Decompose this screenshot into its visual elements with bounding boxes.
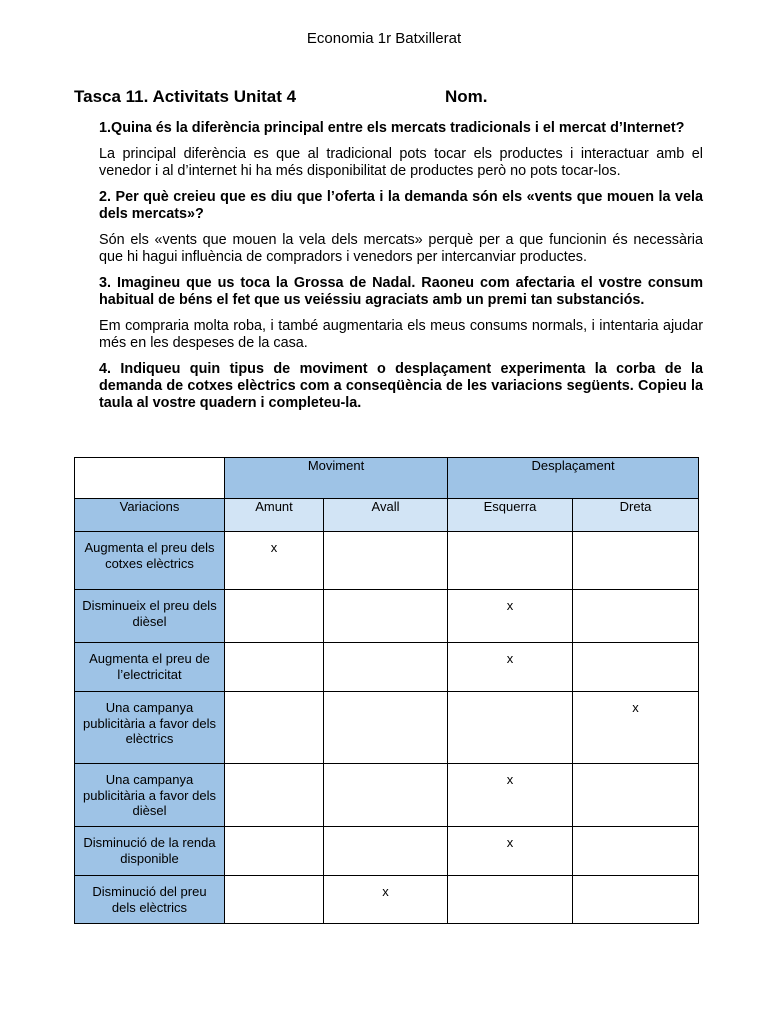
table-cell — [225, 590, 324, 643]
row-label: Disminució de la renda disponible — [75, 827, 225, 876]
row-label: Una campanya publicitària a favor dels dièsel — [75, 764, 225, 827]
name-label: Nom. — [445, 87, 488, 106]
sub-header-avall: Avall — [324, 499, 448, 532]
table-corner-cell — [75, 458, 225, 499]
sub-header-esquerra: Esquerra — [448, 499, 573, 532]
table-cell: x — [448, 643, 573, 692]
table-cell — [324, 643, 448, 692]
table-group-header-row — [75, 458, 699, 499]
table-row — [75, 643, 699, 692]
table-cell — [448, 692, 573, 764]
table-cell: x — [573, 692, 699, 764]
table-cell — [573, 590, 699, 643]
table-cell: x — [448, 764, 573, 827]
row-label: Augmenta el preu de l’electricitat — [75, 643, 225, 692]
sub-header-dreta: Dreta — [573, 499, 699, 532]
table-cell — [573, 643, 699, 692]
table-row — [75, 764, 699, 827]
group-header-moviment: Moviment — [225, 458, 448, 499]
answer-3: Em compraria molta roba, i també augmentaria els meus consums normals, i intentaria ajudar més en les despeses de la casa. — [99, 318, 703, 351]
question-2: 2. Per què creieu que es diu que l’oferta i la demanda són els «vents que mouen la vela dels mercats»? — [99, 189, 703, 222]
table-cell — [324, 692, 448, 764]
table-cell — [225, 643, 324, 692]
table-cell — [448, 532, 573, 590]
table-cell — [324, 764, 448, 827]
table-cell — [225, 827, 324, 876]
table-cell: x — [225, 532, 324, 590]
row-label: Una campanya publicitària a favor dels elèctrics — [75, 692, 225, 764]
table-row — [75, 876, 699, 924]
table-sub-header-row — [75, 499, 699, 532]
table-cell — [225, 764, 324, 827]
table-cell — [324, 827, 448, 876]
demand-variations-table — [74, 457, 699, 924]
table-cell — [324, 590, 448, 643]
question-1: 1.Quina és la diferència principal entre els mercats tradicionals i el mercat d’Internet? — [99, 120, 685, 136]
document-header: Economia 1r Batxillerat — [306, 30, 462, 47]
sub-header-variacions: Variacions — [75, 499, 225, 532]
table-cell — [225, 692, 324, 764]
table-cell — [225, 876, 324, 924]
table-cell — [324, 532, 448, 590]
table-row — [75, 590, 699, 643]
table-row — [75, 692, 699, 764]
table-cell — [573, 532, 699, 590]
row-label: Disminueix el preu dels dièsel — [75, 590, 225, 643]
question-3: 3. Imagineu que us toca la Grossa de Nadal. Raoneu com afectaria el vostre consum habitual de béns el fet que us veiéssiu agraciats amb un premi tan substanciós. — [99, 275, 703, 308]
row-label: Augmenta el preu dels cotxes elèctrics — [75, 532, 225, 590]
table-cell: x — [324, 876, 448, 924]
table-cell — [573, 827, 699, 876]
answer-2: Són els «vents que mouen la vela dels mercats» perquè per a que funcionin és necessària que hi hagui influència de compradors i venedors per intercanviar productes. — [99, 232, 703, 265]
table-cell: x — [448, 590, 573, 643]
task-title: Tasca 11. Activitats Unitat 4 — [74, 87, 297, 106]
table-cell: x — [448, 827, 573, 876]
questions-section — [99, 120, 703, 412]
table-cell — [448, 876, 573, 924]
table-cell — [573, 876, 699, 924]
row-label: Disminució del preu dels elèctrics — [75, 876, 225, 924]
table-row — [75, 827, 699, 876]
task-title-row — [74, 87, 714, 107]
table-row — [75, 532, 699, 590]
group-header-desplacament: Desplaçament — [448, 458, 699, 499]
answer-1: La principal diferència es que al tradicional pots tocar els productes i interactuar amb el venedor i al d’internet hi ha més disponibilitat de productes però no pots tocar-los. — [99, 146, 703, 179]
table-cell — [573, 764, 699, 827]
question-4: 4. Indiqueu quin tipus de moviment o desplaçament experimenta la corba de la demanda de cotxes elèctrics com a conseqüència de les variacions següents. Copieu la taula al vostre quadern i completeu-la. — [99, 361, 703, 411]
sub-header-amunt: Amunt — [225, 499, 324, 532]
